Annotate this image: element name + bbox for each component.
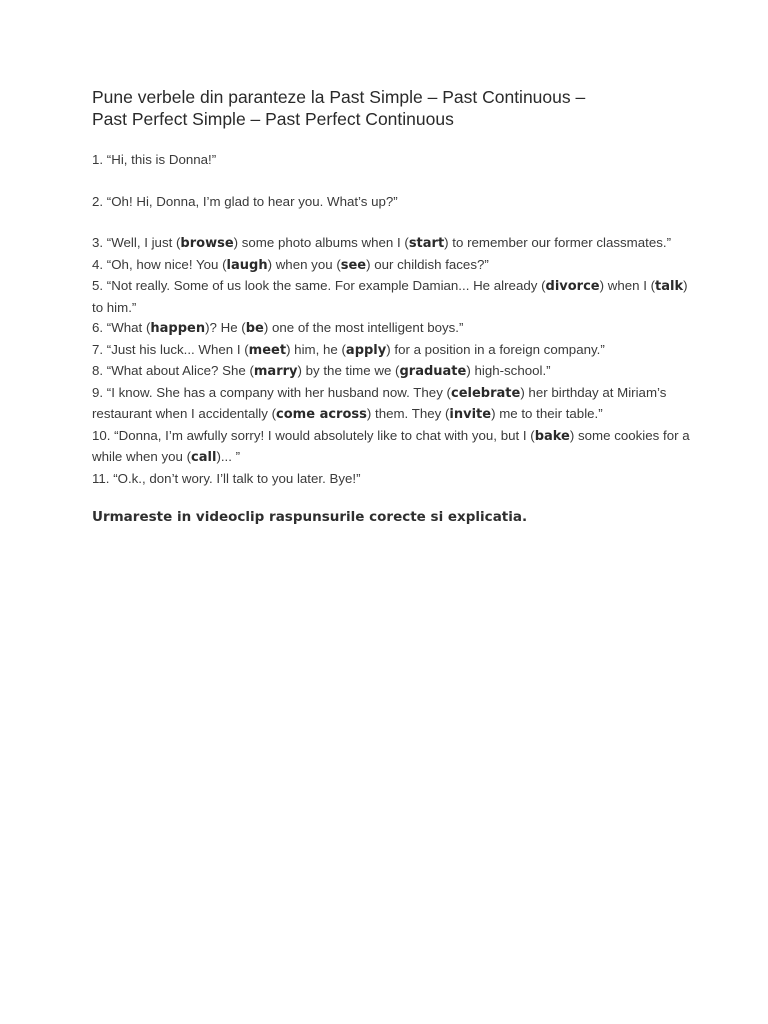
- item-text: ) him, he (: [286, 341, 346, 357]
- item-text: 9. “I know. She has a company with her husband now. They (: [92, 384, 451, 400]
- verb-prompt: browse: [180, 236, 234, 251]
- item-text: 11. “O.k., don’t wory. I’ll talk to you later. Bye!”: [92, 470, 361, 486]
- verb-prompt: start: [408, 236, 445, 251]
- verb-prompt: bake: [534, 428, 570, 444]
- verb-prompt: call: [191, 450, 217, 465]
- exercise-item-10: [92, 426, 692, 469]
- exercise-item-5: [92, 276, 692, 318]
- paragraph-gap: [92, 171, 692, 192]
- footer-instruction: Urmareste in videoclip raspunsurile corecte si explicatia.: [92, 509, 528, 525]
- item-text: ) her birthday at Miriam’s restaurant when I accidentally (: [92, 384, 667, 421]
- page-title: [92, 86, 692, 130]
- item-text: ) for a position in a foreign company.”: [386, 341, 605, 357]
- item-text: ) high-school.”: [466, 363, 551, 378]
- item-text: )? He (: [205, 320, 246, 335]
- item-text: 2. “Oh! Hi, Donna, I’m glad to hear you. What’s up?”: [92, 193, 398, 209]
- item-text: ) when you (: [267, 256, 341, 272]
- verb-prompt: apply: [345, 342, 387, 358]
- item-text: 8. “What about Alice? She (: [92, 363, 254, 378]
- exercise-item-6: [92, 318, 692, 340]
- item-text: ) some cookies for a while when you (: [92, 427, 690, 464]
- verb-prompt: be: [245, 321, 264, 336]
- item-text: 1. “Hi, this is Donna!”: [92, 152, 217, 167]
- verb-prompt: marry: [253, 364, 298, 379]
- title-line-1: Pune verbele din paranteze la Past Simple – Past Continuous –: [92, 87, 586, 107]
- item-text: ) to him.”: [92, 278, 688, 315]
- title-line-2: Past Perfect Simple – Past Perfect Continuous: [92, 109, 454, 129]
- item-text: ) by the time we (: [297, 363, 400, 378]
- verb-prompt: divorce: [545, 279, 600, 294]
- item-text: 5. “Not really. Some of us look the same. For example Damian... He already (: [92, 278, 546, 293]
- verb-prompt: laugh: [226, 257, 268, 273]
- paragraph-gap: [92, 212, 692, 233]
- exercise-item-3: [92, 233, 692, 255]
- verb-prompt: celebrate: [450, 385, 521, 401]
- item-text: ) to remember our former classmates.”: [444, 235, 672, 250]
- item-text: )... ”: [216, 449, 241, 464]
- item-text: 7. “Just his luck... When I (: [92, 341, 249, 357]
- verb-prompt: talk: [655, 279, 684, 294]
- item-text: ) one of the most intelligent boys.”: [263, 320, 464, 335]
- item-text: ) some photo albums when I (: [233, 235, 409, 250]
- item-text: ) when I (: [599, 278, 656, 293]
- item-text: 6. “What (: [92, 320, 151, 335]
- item-text: ) me to their table.”: [491, 406, 603, 421]
- document-page: [92, 86, 692, 541]
- item-text: 4. “Oh, how nice! You (: [92, 256, 227, 272]
- exercise-item-8: [92, 361, 692, 383]
- verb-prompt: come across: [276, 407, 367, 422]
- item-text: ) our childish faces?”: [366, 256, 489, 272]
- exercise-item-1: [92, 150, 692, 171]
- exercise-item-7: [92, 340, 692, 362]
- verb-prompt: see: [340, 257, 367, 273]
- exercise-item-11: [92, 469, 692, 490]
- verb-prompt: meet: [248, 342, 287, 358]
- item-text: 10. “Donna, I’m awfully sorry! I would absolutely like to chat with you, but I (: [92, 427, 535, 443]
- verb-prompt: happen: [150, 321, 206, 336]
- item-text: 3. “Well, I just (: [92, 235, 181, 250]
- verb-prompt: invite: [449, 407, 492, 422]
- exercise-list: [92, 150, 692, 489]
- verb-prompt: graduate: [399, 364, 467, 379]
- exercise-item-4: [92, 255, 692, 277]
- exercise-item-9: [92, 383, 692, 426]
- item-text: ) them. They (: [366, 406, 450, 421]
- exercise-item-2: [92, 192, 692, 213]
